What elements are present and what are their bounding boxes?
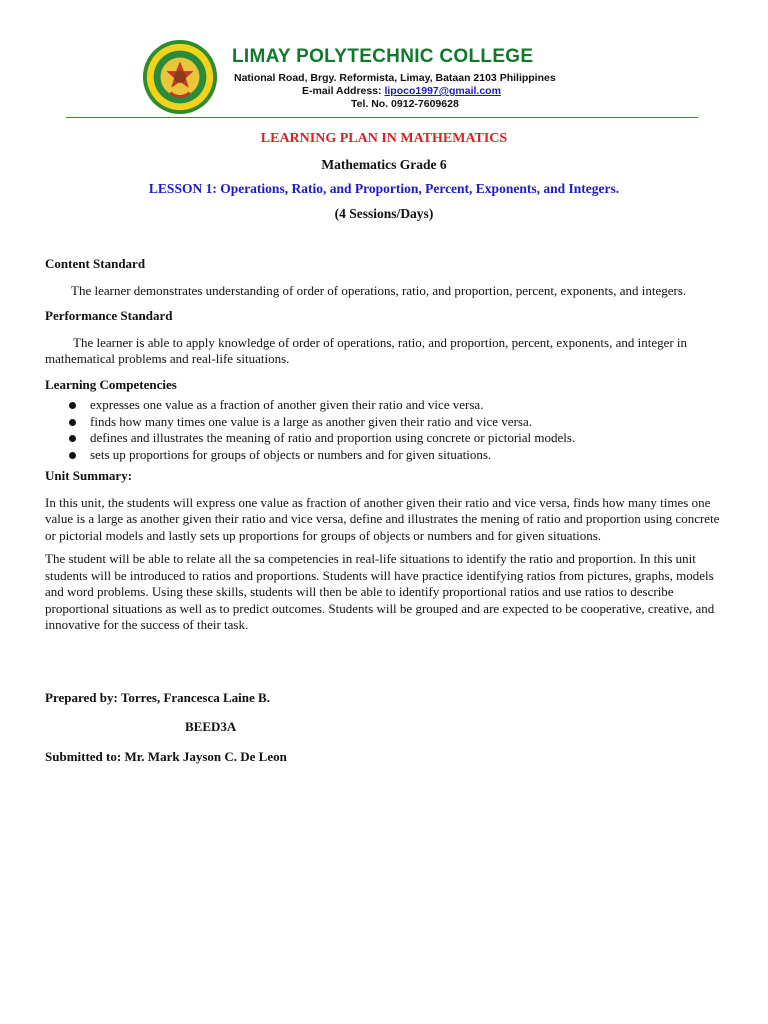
college-name: LIMAY POLYTECHNIC COLLEGE <box>232 46 534 67</box>
list-item: defines and illustrates the meaning of ratio and proportion using concrete or pictorial models. <box>45 430 725 447</box>
section-name: BEED3A <box>185 719 237 734</box>
list-item: sets up proportions for groups of objects or numbers and for given situations. <box>45 447 725 464</box>
college-email-line <box>302 85 501 97</box>
college-seal-icon <box>141 38 219 116</box>
bullet-icon <box>69 402 76 409</box>
lesson-title: LESSON 1: Operations, Ratio, and Proportion, Percent, Exponents, and Integers. <box>148 181 620 196</box>
bullet-icon <box>69 435 76 442</box>
content-standard-heading: Content Standard <box>45 256 146 271</box>
grade-subtitle: Mathematics Grade 6 <box>321 157 447 172</box>
learning-competencies-heading: Learning Competencies <box>45 376 177 392</box>
college-address: National Road, Brgy. Reformista, Limay, Bataan 2103 Philippines <box>234 72 556 84</box>
performance-standard-heading: Performance Standard <box>45 308 173 323</box>
submitted-to: Submitted to: Mr. Mark Jayson C. De Leon <box>45 748 287 764</box>
bullet-icon <box>69 419 76 426</box>
competencies-list <box>45 397 725 463</box>
prepared-by: Prepared by: Torres, Francesca Laine B. <box>45 689 270 705</box>
list-item: finds how many times one value is a large as another given their ratio and vice versa. <box>45 414 725 431</box>
email-link[interactable]: lipoco1997@gmail.com <box>384 85 501 97</box>
performance-standard-text: The learner is able to apply knowledge of order of operations, ratio, and proportion, percent, exponents, and integer in mathematical problems and real-life situations. <box>45 334 688 366</box>
document-body <box>45 256 725 778</box>
plan-title: LEARNING PLAN IN MATHEMATICS <box>260 131 508 146</box>
unit-summary-paragraph: In this unit, the students will express one value as fraction of another given their ratio and vice versa, finds how many times one value is a large as another given their ratio and vice versa, define and illustrates the mening of ratio and proportion using concrete or pictorial models and lastly sets up proportions for groups of objects or numbers and for given situations. <box>45 494 720 543</box>
content-standard-text: The learner demonstrates understanding of order of operations, ratio, and proportion, percent, exponents, and integers. <box>71 282 687 298</box>
list-item: expresses one value as a fraction of another given their ratio and vice versa. <box>45 397 725 414</box>
college-telephone: Tel. No. 0912-7609628 <box>351 98 459 110</box>
letterhead <box>66 38 698 118</box>
sessions-count: (4 Sessions/Days) <box>334 206 434 221</box>
header-divider <box>66 117 698 118</box>
unit-summary-paragraph: The student will be able to relate all the sa competencies in real-life situations to identify the ratio and proportion. In this unit students will be introduced to ratios and proportions. Students will have practice identifying ratios from pictures, graphs, models and word problems. Using these skills, students will then be able to identify proportional ratios and use ratios to describe proportional situations as well as to predict outcomes. Students will be grouped and are expected to be cooperative, creative, and innovative for the success of their task. <box>45 551 715 632</box>
unit-summary-heading: Unit Summary: <box>45 468 133 483</box>
bullet-icon <box>69 452 76 459</box>
email-label: E-mail Address: <box>302 85 385 97</box>
